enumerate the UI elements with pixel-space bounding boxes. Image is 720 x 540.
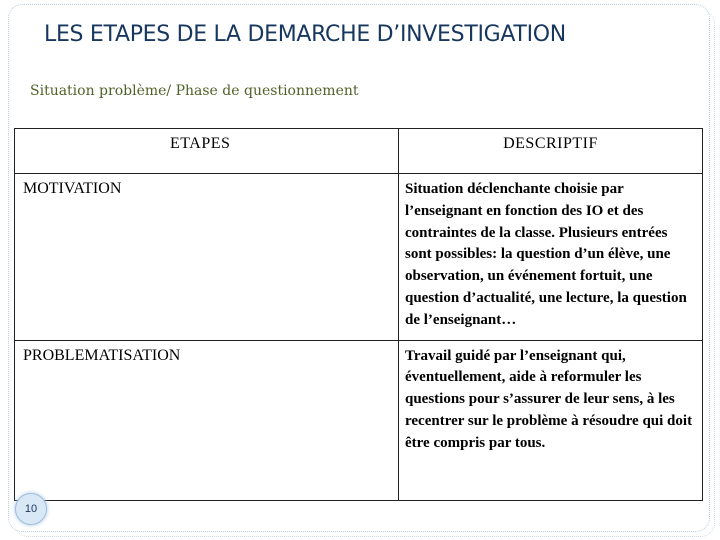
column-header-descriptif: DESCRIPTIF [399, 129, 703, 174]
descriptif-cell: Situation déclenchante choisie par l’enseignant en fonction des IO et des contraintes de la classe. Plusieurs entrées sont possibles: la question d’un élève, une observation, un événement fortuit, une question d’actualité, une lecture, la question de l’enseignant… [399, 174, 703, 341]
etape-cell: MOTIVATION [15, 174, 399, 341]
table-header-row [15, 129, 703, 174]
descriptif-cell: Travail guidé par l’enseignant qui, éventuellement, aide à reformuler les questions pour s’assurer de leur sens, à les recentrer sur le problème à résoudre qui doit être compris par tous. [399, 340, 703, 500]
table-row [15, 174, 703, 341]
column-header-etapes: ETAPES [15, 129, 399, 174]
etape-cell: PROBLEMATISATION [15, 340, 399, 500]
slide-subtitle: Situation problème/ Phase de questionnement [30, 83, 359, 99]
table-row [15, 340, 703, 500]
slide-number-badge: 10 [15, 493, 47, 525]
slide-title: LES ETAPES DE LA DEMARCHE D’INVESTIGATION [44, 22, 566, 47]
steps-table [14, 128, 703, 501]
